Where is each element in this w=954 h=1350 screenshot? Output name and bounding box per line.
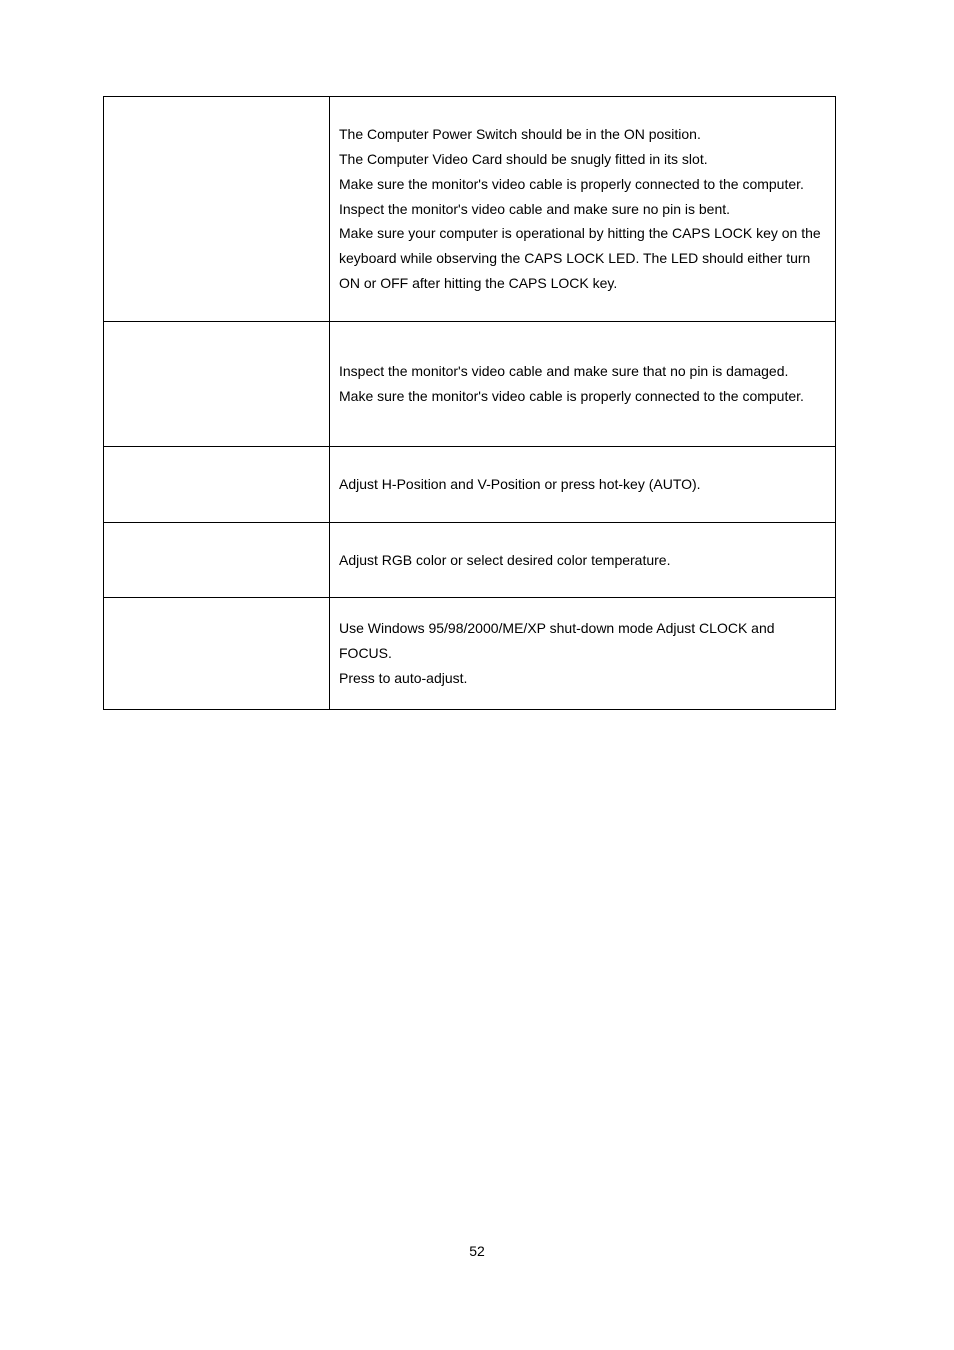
- troubleshooting-table: [103, 96, 836, 710]
- solution-line: Use Windows 95/98/2000/ME/XP shut-down mode Adjust CLOCK and FOCUS.: [339, 620, 775, 662]
- solution-line: Inspect the monitor's video cable and make sure that no pin is damaged.: [339, 363, 789, 380]
- solution-line: The Computer Power Switch should be in the ON position.: [339, 126, 701, 143]
- solution-line: Make sure the monitor's video cable is properly connected to the computer.: [339, 388, 804, 404]
- solution-text: [330, 359, 835, 409]
- problem-cell: [104, 523, 330, 598]
- table-row: [104, 447, 836, 523]
- page-number: 52: [469, 1243, 485, 1259]
- solution-line: Adjust H-Position and V-Position or press hot-key (AUTO).: [339, 476, 701, 493]
- solution-line: Inspect the monitor's video cable and make sure no pin is bent.: [339, 200, 731, 217]
- problem-cell: [104, 447, 330, 523]
- solution-line: Make sure the monitor's video cable is properly connected to the computer.: [339, 175, 804, 192]
- table-row: [104, 598, 836, 710]
- table-row: [104, 322, 836, 447]
- problem-cell: [104, 97, 330, 322]
- solution-cell: [330, 598, 836, 710]
- solution-text: [330, 122, 835, 296]
- solution-cell: [330, 447, 836, 523]
- solution-cell: [330, 523, 836, 598]
- solution-line: Make sure your computer is operational by hitting the CAPS LOCK key on the keyboard while observing the CAPS LOCK LED. The LED should either turn ON or OFF after hitting the CAPS LOCK key.: [339, 225, 821, 291]
- table-row: [104, 523, 836, 598]
- solution-text: [330, 616, 835, 690]
- solution-line: Adjust RGB color or select desired color temperature.: [339, 551, 671, 568]
- table-row: [104, 97, 836, 322]
- solution-cell: [330, 97, 836, 322]
- solution-text: [330, 472, 835, 497]
- solution-cell: [330, 322, 836, 447]
- solution-line: Press to auto-adjust.: [339, 669, 468, 686]
- solution-line: The Computer Video Card should be snugly fitted in its slot.: [339, 151, 708, 167]
- problem-cell: [104, 322, 330, 447]
- problem-cell: [104, 598, 330, 710]
- solution-text: [330, 548, 835, 573]
